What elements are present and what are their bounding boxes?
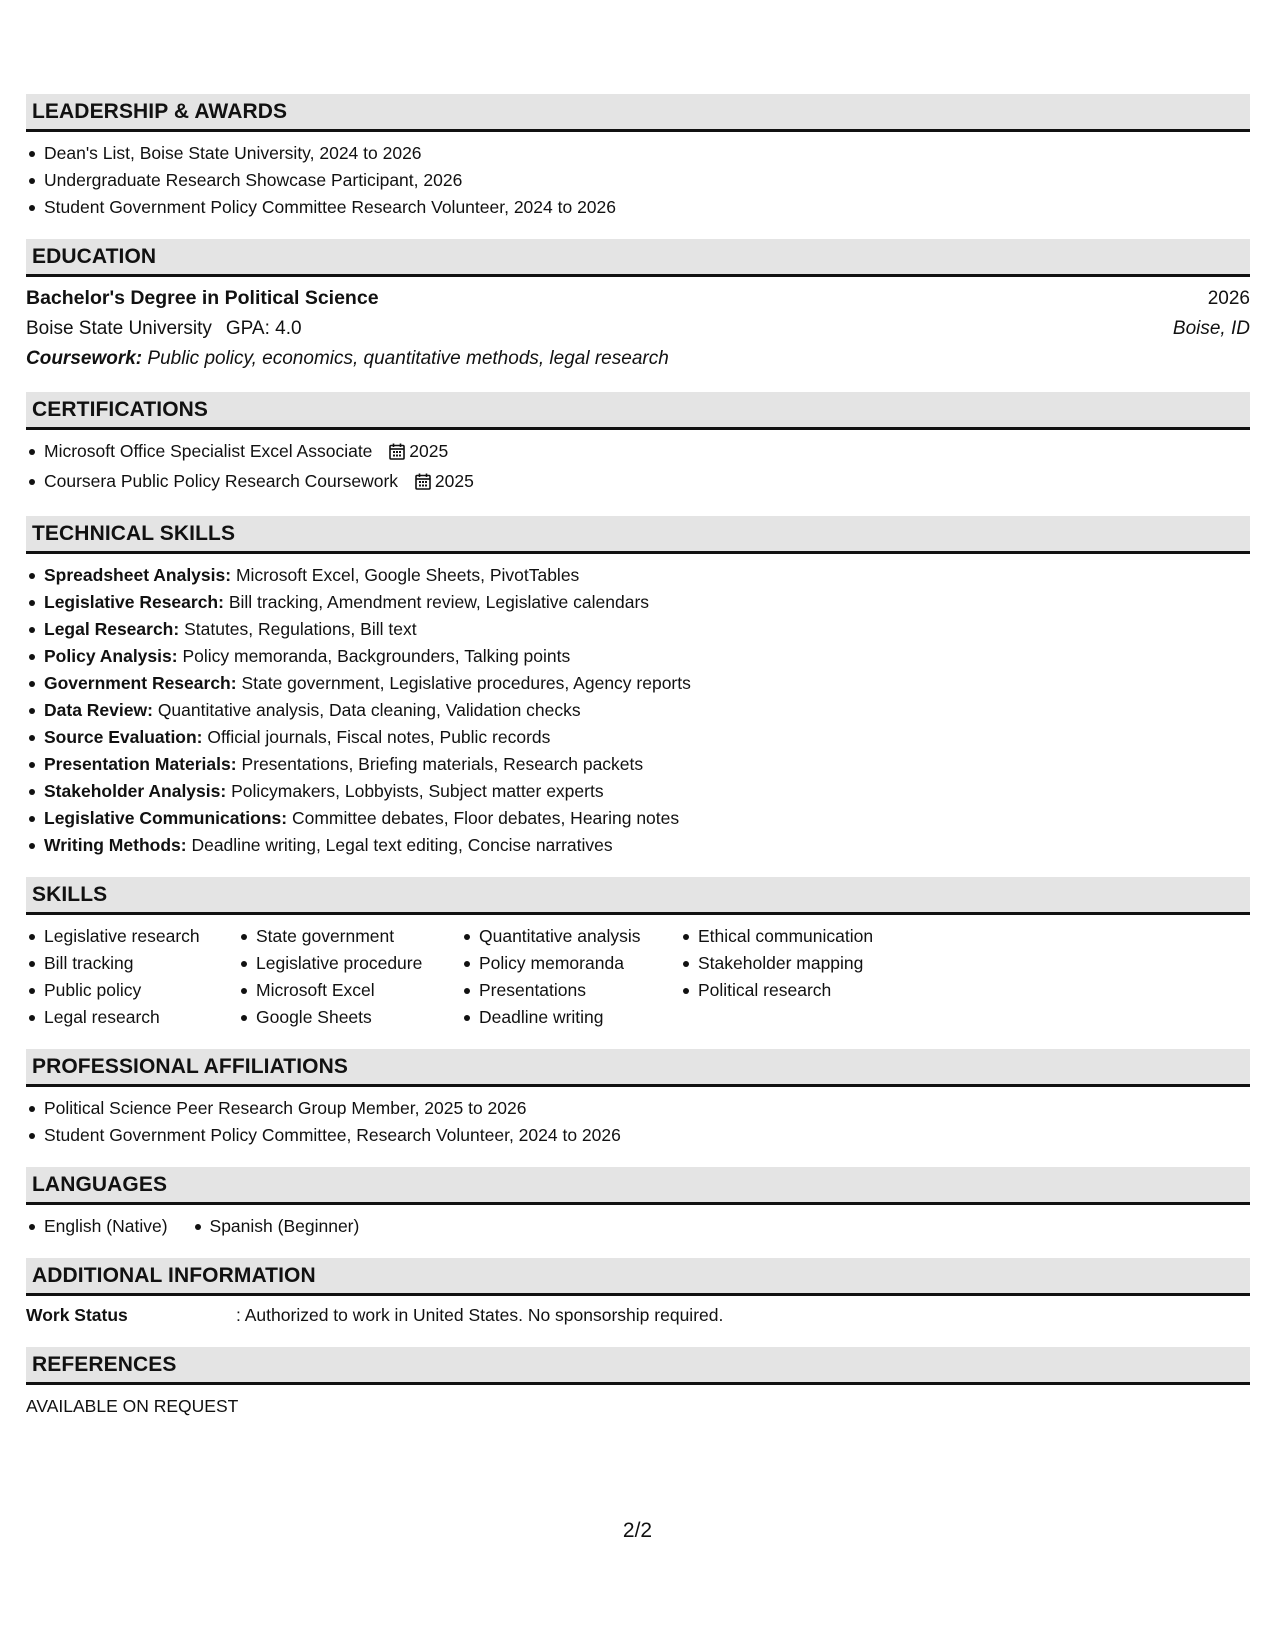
resume-page: [26, 94, 1250, 1438]
list-item: [26, 438, 1250, 468]
list-item: Legislative research: [26, 923, 238, 950]
skill-values: Deadline writing, Legal text editing, Concise narratives: [191, 835, 613, 855]
technical-skills-list: [26, 562, 1250, 859]
section-title: PROFESSIONAL AFFILIATIONS: [32, 1054, 348, 1078]
skill-values: Statutes, Regulations, Bill text: [184, 619, 417, 639]
education-entry: [26, 283, 1250, 374]
skills-section: [26, 877, 1250, 1031]
list-item: [26, 670, 1250, 697]
skill-category: Presentation Materials:: [44, 754, 237, 774]
certifications-list: [26, 438, 1250, 498]
section-header: [26, 1258, 1250, 1296]
section-title: REFERENCES: [32, 1352, 177, 1376]
coursework-label: Coursework:: [26, 348, 143, 369]
section-header: [26, 239, 1250, 277]
list-item: [26, 643, 1250, 670]
section-header: [26, 877, 1250, 915]
language-list: [26, 1213, 192, 1240]
work-status-label: Work Status: [26, 1305, 128, 1325]
skill-values: Committee debates, Floor debates, Hearing notes: [291, 808, 680, 828]
leadership-list: [26, 140, 1250, 221]
skill-category: Policy Analysis:: [44, 646, 178, 666]
list-item: [26, 697, 1250, 724]
list-item: Bill tracking: [26, 950, 238, 977]
list-item: Undergraduate Research Showcase Participant, 2026: [26, 167, 1250, 194]
education-section: [26, 239, 1250, 374]
school-location: Boise, ID: [1172, 318, 1250, 339]
technical-skills-section: [26, 516, 1250, 859]
section-header: [26, 1049, 1250, 1087]
section-title: LANGUAGES: [32, 1172, 168, 1196]
section-title: CERTIFICATIONS: [32, 397, 209, 421]
coursework-text: Public policy, economics, quantitative methods, legal research: [147, 348, 669, 369]
skill-category: Legislative Research:: [44, 592, 224, 612]
page-number: 2/2: [622, 1519, 653, 1542]
coursework: [26, 344, 1250, 374]
certification-name: Microsoft Office Specialist Excel Associate: [44, 441, 373, 461]
list-item: Legislative procedure: [238, 950, 461, 977]
section-header: [26, 94, 1250, 132]
skill-category: Source Evaluation:: [44, 727, 203, 747]
gpa: GPA: 4.0: [225, 318, 302, 339]
skill-values: Official journals, Fiscal notes, Public records: [207, 727, 551, 747]
language-item: English (Native): [26, 1213, 168, 1240]
skill-values: Presentations, Briefing materials, Research packets: [241, 754, 644, 774]
skill-category: Stakeholder Analysis:: [44, 781, 227, 801]
calendar-icon: [389, 441, 405, 468]
list-item: Quantitative analysis: [461, 923, 680, 950]
certification-year: 2025: [434, 471, 474, 491]
skills-columns: [26, 923, 1250, 1031]
skill-category: Legislative Communications:: [44, 808, 288, 828]
list-item: Student Government Policy Committee Research Volunteer, 2024 to 2026: [26, 194, 1250, 221]
list-item: [26, 468, 1250, 498]
list-item: Presentations: [461, 977, 680, 1004]
section-title: LEADERSHIP & AWARDS: [32, 99, 288, 123]
affiliations-list: [26, 1095, 1250, 1149]
list-item: Deadline writing: [461, 1004, 680, 1031]
skill-category: Spreadsheet Analysis:: [44, 565, 232, 585]
list-item: [26, 805, 1250, 832]
list-item: [26, 778, 1250, 805]
skills-column: [26, 923, 238, 1031]
list-item: Policy memoranda: [461, 950, 680, 977]
section-title: SKILLS: [32, 882, 108, 906]
certifications-section: [26, 392, 1250, 498]
leadership-section: [26, 94, 1250, 221]
skill-values: Quantitative analysis, Data cleaning, Validation checks: [157, 700, 581, 720]
skill-category: Writing Methods:: [44, 835, 187, 855]
affiliations-section: [26, 1049, 1250, 1149]
languages-section: [26, 1167, 1250, 1240]
list-item: [26, 832, 1250, 859]
section-header: [26, 392, 1250, 430]
skill-category: Government Research:: [44, 673, 237, 693]
certification-year: 2025: [409, 441, 449, 461]
list-item: State government: [238, 923, 461, 950]
list-item: Legal research: [26, 1004, 238, 1031]
languages-row: [26, 1213, 1250, 1240]
references-section: [26, 1347, 1250, 1420]
skill-values: State government, Legislative procedures, Agency reports: [241, 673, 691, 693]
skill-values: Microsoft Excel, Google Sheets, PivotTables: [235, 565, 580, 585]
additional-info-section: [26, 1258, 1250, 1329]
skills-column: [680, 923, 920, 1031]
section-header: [26, 1167, 1250, 1205]
degree-title: Bachelor's Degree in Political Science: [26, 287, 379, 309]
skill-category: Data Review:: [44, 700, 153, 720]
list-item: Public policy: [26, 977, 238, 1004]
skills-column: [461, 923, 680, 1031]
list-item: [26, 724, 1250, 751]
list-item: Student Government Policy Committee, Research Volunteer, 2024 to 2026: [26, 1122, 1250, 1149]
language-list: [192, 1213, 384, 1240]
calendar-icon: [415, 471, 431, 498]
list-item: [26, 562, 1250, 589]
list-item: [26, 616, 1250, 643]
section-title: TECHNICAL SKILLS: [32, 521, 236, 545]
section-title: ADDITIONAL INFORMATION: [32, 1263, 316, 1287]
references-text: AVAILABLE ON REQUEST: [26, 1396, 239, 1416]
skill-values: Bill tracking, Amendment review, Legislative calendars: [228, 592, 650, 612]
list-item: Ethical communication: [680, 923, 920, 950]
work-status-value: : Authorized to work in United States. No sponsorship required.: [236, 1305, 724, 1325]
skill-values: Policy memoranda, Backgrounders, Talking points: [182, 646, 571, 666]
list-item: [26, 751, 1250, 778]
work-status-row: [26, 1302, 1250, 1329]
list-item: Dean's List, Boise State University, 2024 to 2026: [26, 140, 1250, 167]
graduation-date: 2026: [1207, 288, 1250, 309]
list-item: Political Science Peer Research Group Member, 2025 to 2026: [26, 1095, 1250, 1122]
list-item: Microsoft Excel: [238, 977, 461, 1004]
skill-category: Legal Research:: [44, 619, 180, 639]
section-header: [26, 516, 1250, 554]
list-item: [26, 589, 1250, 616]
list-item: Political research: [680, 977, 920, 1004]
skills-column: [238, 923, 461, 1031]
list-item: Google Sheets: [238, 1004, 461, 1031]
skill-values: Policymakers, Lobbyists, Subject matter experts: [231, 781, 604, 801]
section-title: EDUCATION: [32, 244, 157, 268]
list-item: Stakeholder mapping: [680, 950, 920, 977]
language-item: Spanish (Beginner): [192, 1213, 360, 1240]
section-header: [26, 1347, 1250, 1385]
certification-name: Coursera Public Policy Research Coursework: [44, 471, 399, 491]
school-name: Boise State University: [26, 318, 212, 339]
